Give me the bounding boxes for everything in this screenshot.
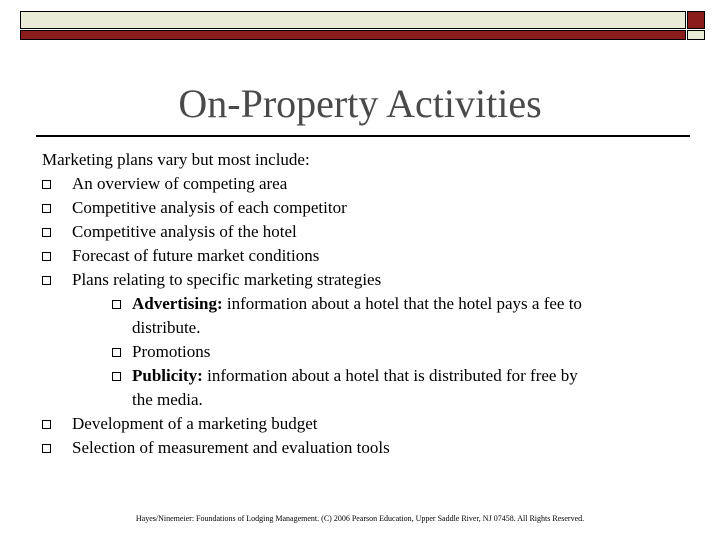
list-item: Forecast of future market conditions (42, 244, 682, 268)
slide-content (42, 148, 682, 460)
slide-title: On-Property Activities (178, 81, 542, 126)
list-item: An overview of competing area (42, 172, 682, 196)
checkbox-bullet-icon (112, 348, 121, 357)
list-item: Selection of measurement and evaluation tools (42, 436, 682, 460)
checkbox-bullet-icon (112, 372, 121, 381)
header-square-bottom (687, 30, 705, 40)
checkbox-bullet-icon (42, 444, 51, 453)
sub-list-item-advertising: Advertising: information about a hotel that the hotel pays a fee to distribute. (42, 292, 682, 340)
sub-list-item-promotions: Promotions (42, 340, 682, 364)
title-rule (36, 135, 690, 137)
list-item: Plans relating to specific marketing strategies (42, 268, 682, 292)
header-bar-bottom (20, 30, 686, 40)
checkbox-bullet-icon (112, 300, 121, 309)
header-bar-top (20, 11, 686, 29)
checkbox-bullet-icon (42, 228, 51, 237)
list-item: Competitive analysis of each competitor (42, 196, 682, 220)
checkbox-bullet-icon (42, 276, 51, 285)
checkbox-bullet-icon (42, 180, 51, 189)
list-item: Development of a marketing budget (42, 412, 682, 436)
footer-copyright: Hayes/Ninemeier: Foundations of Lodging Management. (C) 2006 Pearson Education, Upper Saddle River, NJ 07458. All Rights Reserved. (135, 514, 585, 523)
checkbox-bullet-icon (42, 252, 51, 261)
list-item: Competitive analysis of the hotel (42, 220, 682, 244)
checkbox-bullet-icon (42, 204, 51, 213)
header-square-top (687, 11, 705, 29)
intro-text: Marketing plans vary but most include: (42, 150, 310, 169)
sub-list-item-publicity: Publicity: information about a hotel that is distributed for free by the media. (42, 364, 682, 412)
checkbox-bullet-icon (42, 420, 51, 429)
bullet-list (42, 172, 682, 460)
